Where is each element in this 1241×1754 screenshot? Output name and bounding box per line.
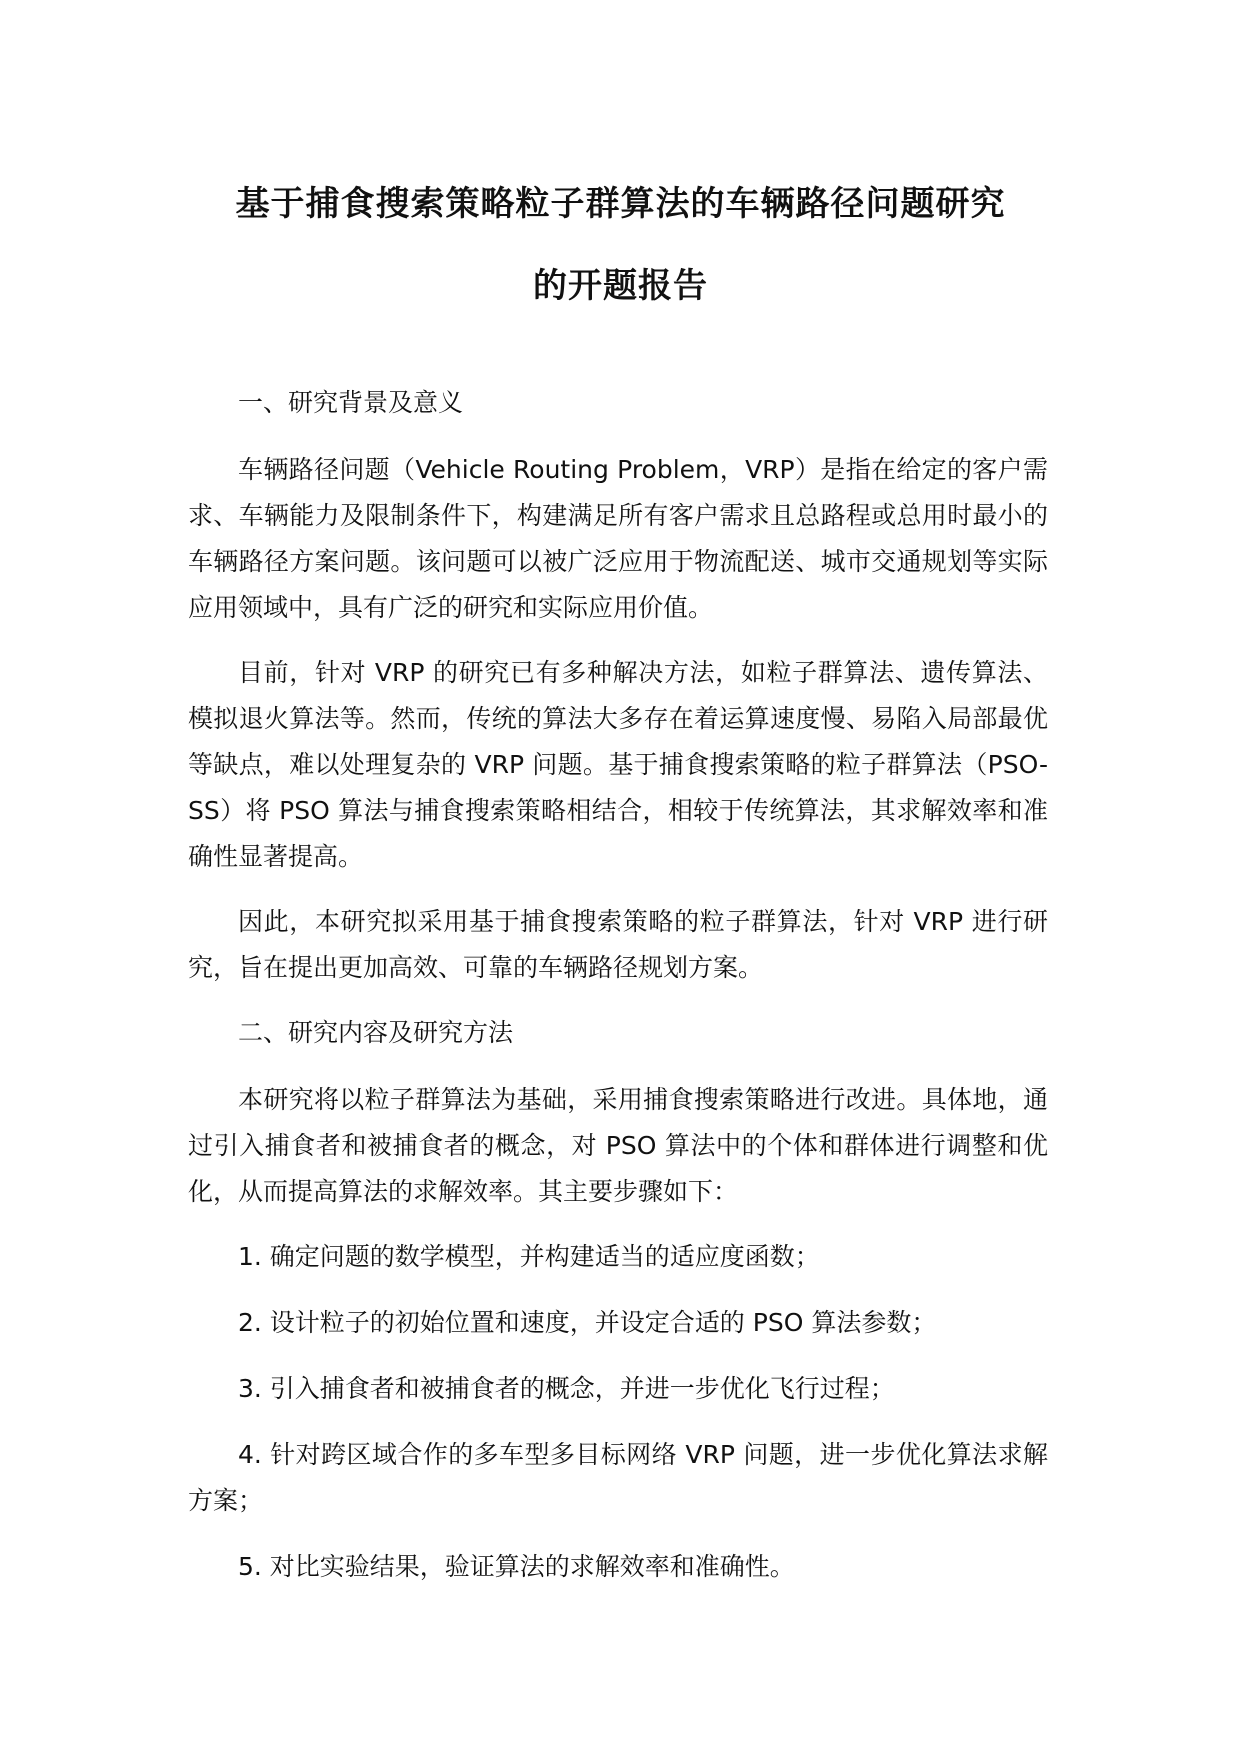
document-title-line-2: 的开题报告 — [533, 266, 708, 306]
list-item-step-2: 2. 设计粒子的初始位置和速度，并设定合适的 PSO 算法参数； — [238, 1308, 937, 1337]
section-heading-background: 一、研究背景及意义 — [238, 388, 464, 417]
list-item-step-4: 4. 针对跨区域合作的多车型多目标网络 VRP 问题，进一步优化算法求解方案； — [188, 1440, 1048, 1515]
list-item-step-1: 1. 确定问题的数学模型，并构建适当的适应度函数； — [238, 1242, 820, 1271]
list-item-step-3: 3. 引入捕食者和被捕食者的概念，并进一步优化飞行过程； — [238, 1374, 895, 1403]
list-item-step-5: 5. 对比实验结果，验证算法的求解效率和准确性。 — [238, 1552, 795, 1581]
document-title-line-1: 基于捕食搜索策略粒子群算法的车辆路径问题研究 — [235, 184, 1006, 224]
paragraph-research-aim: 因此，本研究拟采用基于捕食搜索策略的粒子群算法，针对 VRP 进行研究，旨在提出更加高效、可靠的车辆路径规划方案。 — [188, 907, 1048, 982]
document-body — [188, 380, 1048, 1610]
paragraph-vrp-definition: 车辆路径问题（Vehicle Routing Problem，VRP）是指在给定的客户需求、车辆能力及限制条件下，构建满足所有客户需求且总路程或总用时最小的车辆路径方案问题。该问题可以被广泛应用于物流配送、城市交通规划等实际应用领域中，具有广泛的研究和实际应用价值。 — [188, 455, 1048, 622]
section-heading-content-methods: 二、研究内容及研究方法 — [238, 1018, 514, 1047]
paragraph-method-overview: 本研究将以粒子群算法为基础，采用捕食搜索策略进行改进。具体地，通过引入捕食者和被捕食者的概念，对 PSO 算法中的个体和群体进行调整和优化，从而提高算法的求解效率。其主要步骤如下： — [188, 1085, 1048, 1206]
paragraph-current-methods: 目前，针对 VRP 的研究已有多种解决方法，如粒子群算法、遗传算法、模拟退火算法等。然而，传统的算法大多存在着运算速度慢、易陷入局部最优等缺点，难以处理复杂的 VRP 问题。基于捕食搜索策略的粒子群算法（PSO-SS）将 PSO 算法与捕食搜索策略相结合，相较于传统算法，其求解效率和准确性显著提高。 — [188, 658, 1048, 871]
